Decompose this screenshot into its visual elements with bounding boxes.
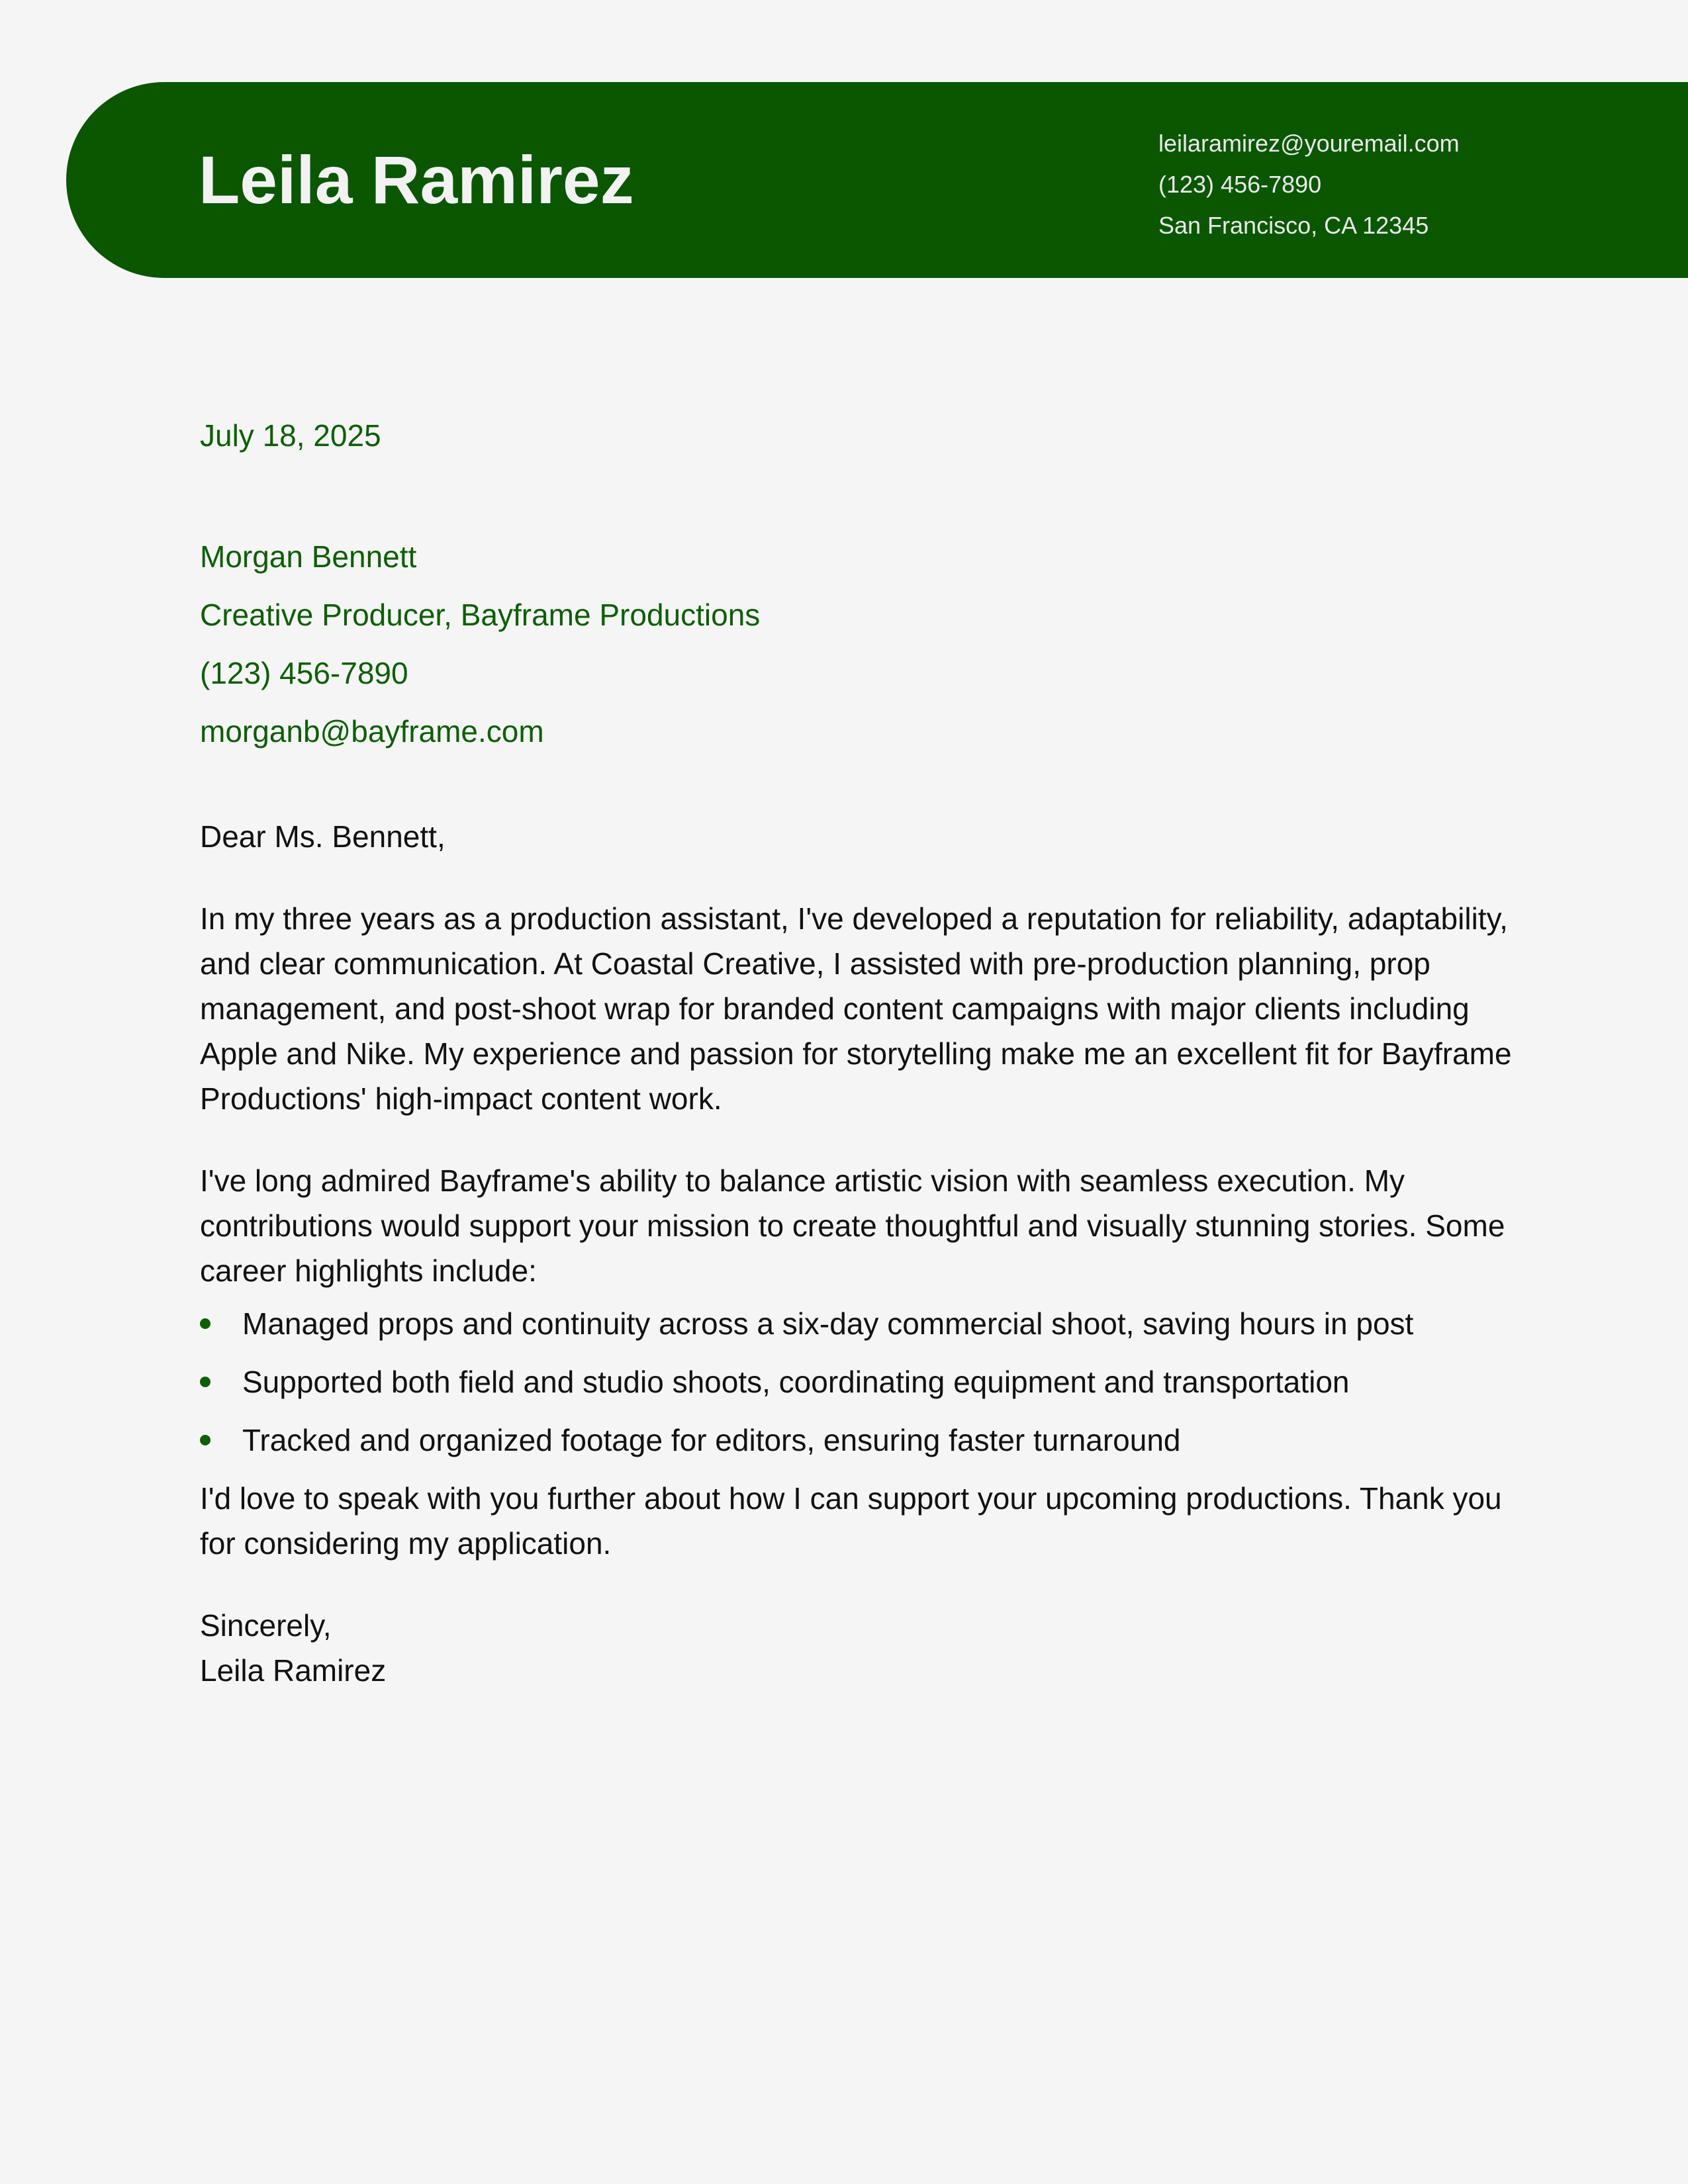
highlight-item	[200, 1359, 1524, 1404]
sign-off: Sincerely,	[200, 1608, 332, 1643]
sender-location: San Francisco, CA 12345	[1158, 212, 1429, 239]
bullet-icon	[200, 1377, 211, 1387]
letter-date: July 18, 2025	[200, 418, 381, 453]
recipient-phone: (123) 456-7890	[200, 656, 408, 690]
highlight-item	[200, 1301, 1524, 1346]
sender-contact-block	[1158, 123, 1675, 246]
sender-name: Leila Ramirez	[199, 142, 634, 218]
salutation: Dear Ms. Bennett,	[200, 819, 445, 854]
letter-body	[200, 814, 1524, 1693]
highlight-item	[200, 1418, 1524, 1463]
signature-name: Leila Ramirez	[200, 1653, 387, 1688]
sender-email: leilaramirez@youremail.com	[1158, 130, 1460, 157]
highlights-list	[200, 1301, 1524, 1463]
highlight-text: Managed props and continuity across a six-day commercial shoot, saving hours in post	[242, 1306, 1414, 1341]
closing-paragraph: I'd love to speak with you further about how I can support your upcoming productions. Thank you for considering my application.	[200, 1481, 1502, 1561]
highlight-text: Supported both field and studio shoots, coordinating equipment and transportation	[242, 1365, 1350, 1399]
body-paragraph-1: In my three years as a production assistant, I've developed a reputation for reliability, adaptability, and clear communication. At Coastal Creative, I assisted with pre-production planning, prop management, and post-shoot wrap for branded content campaigns with major clients including Apple and Nike. My experience and passion for storytelling make me an excellent fit for Bayframe Productions' high-impact content work.	[200, 901, 1512, 1116]
recipient-email: morganb@bayframe.com	[200, 714, 544, 749]
recipient-title-company: Creative Producer, Bayframe Productions	[200, 598, 761, 632]
bullet-icon	[200, 1318, 211, 1329]
sender-phone: (123) 456-7890	[1158, 171, 1322, 198]
header-band	[66, 82, 1688, 278]
highlight-text: Tracked and organized footage for editors, ensuring faster turnaround	[242, 1423, 1181, 1457]
bullet-icon	[200, 1435, 211, 1445]
body-paragraph-2: I've long admired Bayframe's ability to balance artistic vision with seamless execution. My contributions would support your mission to create thoughtful and visually stunning stories. Some career highlights include:	[200, 1163, 1505, 1288]
recipient-name: Morgan Bennett	[200, 539, 417, 574]
recipient-block	[200, 527, 760, 760]
